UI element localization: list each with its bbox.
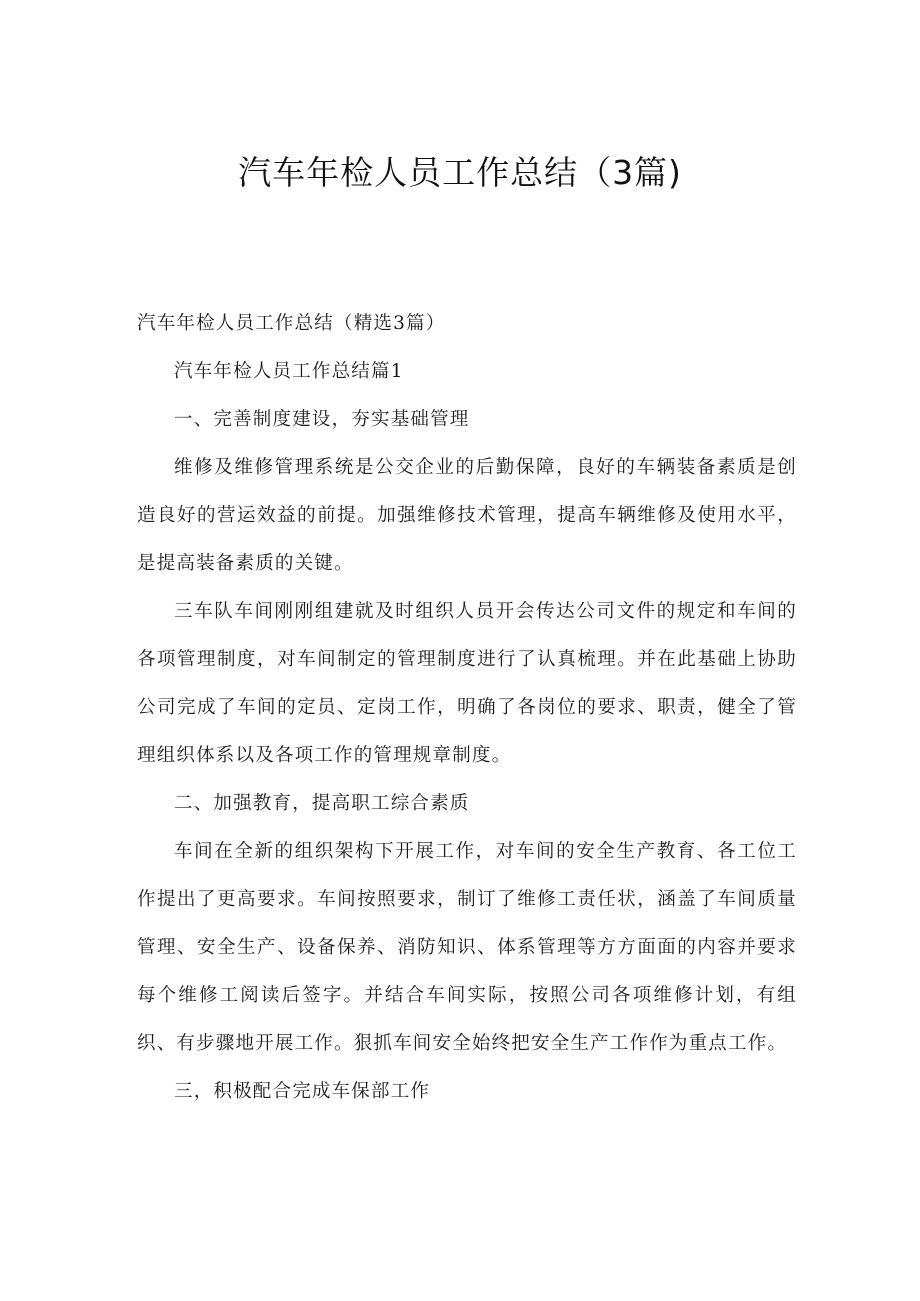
paragraph-3: 车间在全新的组织架构下开展工作，对车间的安全生产教育、各工位工作提出了更高要求。车间按照要求，制订了维修工责任状，涵盖了车间质量管理、安全生产、设备保养、消防知识、体系管理等方方面面的内容并要求每个维修工阅读后签字。并结合车间实际，按照公司各项维修计划，有组织、有步骤地开展工作。狠抓车间安全始终把安全生产工作作为重点工作。: [137, 841, 797, 1054]
heading-2: 二、加强教育，提高职工综合素质: [174, 793, 470, 814]
document-title: 汽车年检人员工作总结（3篇): [238, 153, 682, 192]
heading-1: 一、完善制度建设，夯实基础管理: [174, 409, 470, 430]
document-subtitle: 汽车年检人员工作总结（精选3篇）: [137, 313, 446, 334]
paragraph-2: 三车队车间刚刚组建就及时组织人员开会传达公司文件的规定和车间的各项管理制度，对车间制定的管理制度进行了认真梳理。并在此基础上协助公司完成了车间的定员、定岗工作，明确了各岗位的要求、职责，健全了管理组织体系以及各项工作的管理规章制度。: [137, 601, 797, 766]
document-body: [137, 300, 797, 1116]
paragraph-1: 维修及维修管理系统是公交企业的后勤保障，良好的车辆装备素质是创造良好的营运效益的前提。加强维修技术管理，提高车辆维修及使用水平，是提高装备素质的关键。: [137, 457, 797, 574]
heading-3: 三，积极配合完成车保部工作: [174, 1081, 431, 1102]
section-title: 汽车年检人员工作总结篇1: [174, 361, 404, 382]
